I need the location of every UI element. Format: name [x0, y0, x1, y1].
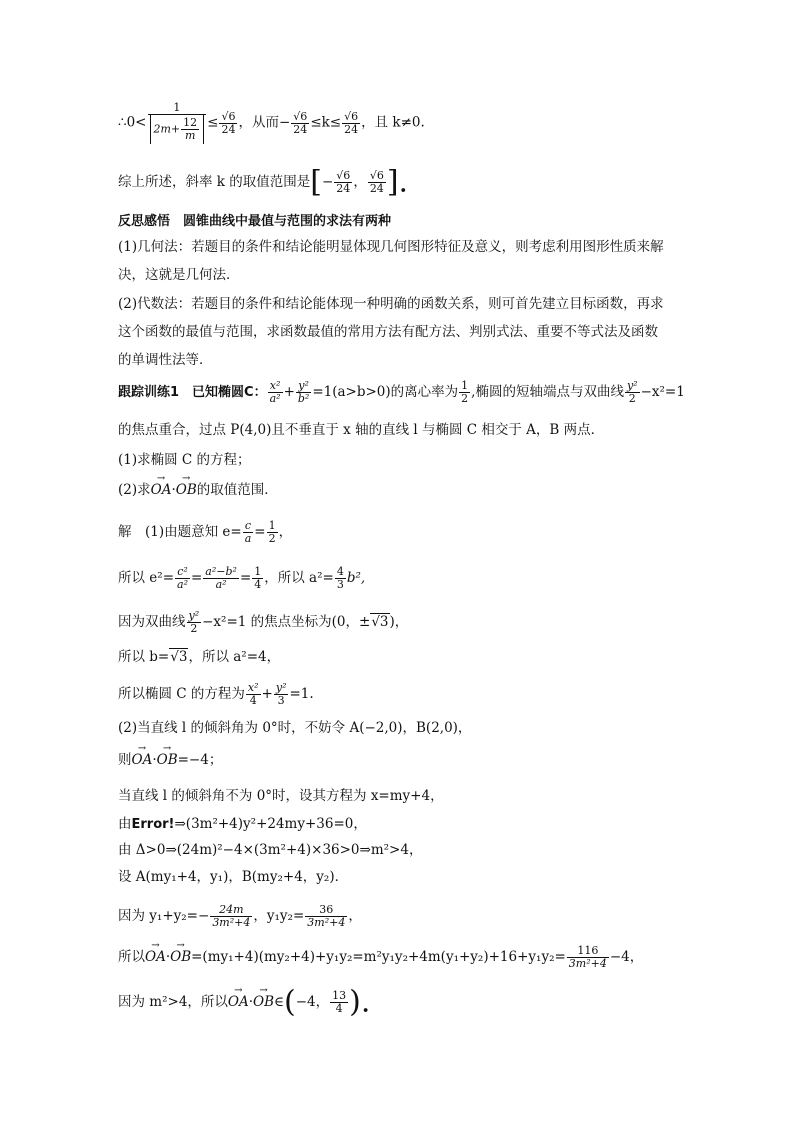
- text: ∈: [274, 994, 285, 1010]
- text: ·: [165, 949, 171, 965]
- denominator: 3m²+4: [307, 916, 346, 929]
- solution-line: [118, 647, 280, 667]
- denominator: 3: [336, 578, 344, 591]
- text: )，: [389, 614, 409, 630]
- text: ，: [348, 908, 362, 924]
- text: 因为 y₁+y₂=−: [118, 908, 210, 924]
- text: ·: [171, 482, 176, 498]
- denominator: 24: [344, 122, 359, 136]
- denominator: 3: [277, 694, 285, 707]
- denominator: 4: [335, 1002, 343, 1015]
- text: ，: [278, 524, 293, 540]
- text: ∴0<: [118, 114, 147, 131]
- text: 则: [118, 752, 132, 768]
- text: ，y₁y₂=: [253, 908, 305, 924]
- denominator: 2: [461, 392, 469, 405]
- text: −x²=1 的焦点坐标为(0，±: [202, 614, 371, 630]
- numerator: 13: [332, 989, 347, 1002]
- solution-line: [118, 566, 365, 591]
- question-1: (1)求椭圆 C 的方程；: [118, 452, 251, 468]
- denominator: 2: [190, 622, 198, 635]
- denominator: 24: [336, 182, 351, 195]
- text: 所以 e²=: [118, 570, 175, 586]
- bracket: ].: [386, 164, 409, 200]
- denominator: 2: [628, 392, 636, 405]
- vector-ob: → OB: [176, 480, 197, 500]
- text: ⇒(3m²+4)y²+24my+36=0，: [174, 816, 367, 832]
- fraction: [187, 610, 202, 635]
- fraction: [342, 111, 360, 136]
- numerator: c: [243, 520, 254, 533]
- text: −4，: [609, 949, 644, 965]
- fraction: [305, 904, 347, 929]
- text: 因为 m²>4，所以: [118, 994, 228, 1010]
- fraction: [334, 170, 352, 195]
- solution-line: [118, 750, 222, 770]
- fraction: [268, 380, 283, 405]
- paragraph-line: (1)几何法：若题目的条件和结论能明显体现几何图形特征及意义，则考虑利用图形性质来解: [118, 239, 664, 255]
- text: 所以椭圆 C 的方程为: [118, 686, 245, 702]
- numerator: y²: [626, 379, 638, 392]
- numerator: y²: [296, 380, 311, 393]
- fraction: [368, 170, 386, 195]
- fraction: [210, 904, 252, 929]
- text: (2)求: [118, 482, 151, 498]
- denominator: a²: [177, 578, 188, 591]
- text: =: [254, 524, 266, 540]
- denominator: 4: [249, 694, 257, 707]
- denominator: 24: [369, 182, 384, 195]
- vector-ob: → OB: [253, 992, 274, 1012]
- solution-line: 当直线 l 的倾斜角不为 0°时，设其方程为 x=my+4，: [118, 788, 444, 804]
- numerator: a²−b²: [205, 565, 237, 578]
- denominator: b²: [297, 392, 310, 405]
- fraction: [330, 990, 348, 1015]
- numerator: x²: [247, 681, 259, 694]
- text: 所以: [118, 949, 145, 965]
- solution-line: [118, 814, 367, 835]
- line-inequality: ∴0< 1 2m+ $\frac{12}{m}$ ≤ $\frac{√6}{24}$ ，从而− $\frac{√6}{24}$ ≤k≤ $\frac{√6}{24}$ ，且 k≠0.: [118, 101, 425, 142]
- denominator: 2: [268, 532, 276, 545]
- text: ·: [152, 752, 157, 768]
- vector-oa: → OA: [132, 750, 153, 770]
- error-text: Error!: [131, 817, 175, 832]
- fraction: [246, 682, 261, 707]
- text: ，: [353, 174, 367, 190]
- text: ·: [248, 994, 254, 1010]
- paragraph-line: 这个函数的最值与范围，求函数最值的常用方法有配方法、判别式法、重要不等式法及函数: [118, 324, 658, 340]
- fraction: [459, 380, 470, 405]
- text: 因为双曲线: [118, 614, 186, 630]
- text: +: [283, 384, 295, 400]
- text: =1.: [289, 686, 314, 702]
- numerator: √6: [221, 109, 236, 123]
- paragraph-line: 的单调性法等．: [118, 352, 213, 368]
- fraction: [243, 520, 254, 545]
- text: +: [261, 686, 273, 702]
- numerator: √6: [344, 109, 359, 123]
- numerator: 36: [305, 904, 347, 917]
- text: ，且 k≠0.: [361, 114, 425, 131]
- numerator: y²: [275, 681, 287, 694]
- fraction: [625, 380, 640, 405]
- numerator: y²: [188, 609, 200, 622]
- text: =: [190, 570, 203, 586]
- text: =(my₁+4)(my₂+4)+y₁y₂=m²y₁y₂+4m(y₁+y₂)+16+y₁y₂=: [191, 949, 566, 965]
- exercise-label: 跟踪训练1 已知椭圆C：: [118, 385, 267, 400]
- solution-line: [118, 904, 362, 929]
- paragraph-line: 决，这就是几何法．: [118, 267, 240, 283]
- fraction: [175, 566, 190, 591]
- numerator: 12: [183, 116, 198, 129]
- radical: √3: [371, 614, 389, 630]
- numerator: 24m: [210, 904, 252, 917]
- bracket: ).: [349, 984, 371, 1020]
- solution-line: [118, 682, 314, 707]
- solution-line: [118, 520, 292, 545]
- fraction: [181, 117, 199, 142]
- exercise-line: 的焦点重合，过点 P(4,0)且不垂直于 x 轴的直线 l 与椭圆 C 相交于 A，B 两点．: [118, 422, 605, 438]
- text: 综上所述，斜率 k 的取值范围是: [118, 174, 311, 190]
- numerator: 1: [268, 519, 276, 532]
- text: −x²=1: [640, 384, 685, 400]
- solution-line: 设 A(my₁+4，y₁)，B(my₂+4，y₂)．: [118, 869, 349, 885]
- text: =: [239, 570, 252, 586]
- fraction: [335, 566, 346, 591]
- vector-oa: → OA: [151, 480, 172, 500]
- abs-value: [150, 115, 205, 144]
- text: =1(a>b>0)的离心率为: [312, 384, 459, 400]
- numerator: 1: [254, 565, 262, 578]
- text: ，从而−: [238, 114, 291, 131]
- line-summary: [118, 164, 409, 200]
- denominator: a²: [269, 392, 281, 405]
- text: 解 (1)由题意知 e=: [118, 524, 242, 540]
- solution-line: [118, 984, 371, 1020]
- paragraph-line: (2)代数法：若题目的条件和结论能体现一种明确的函数关系，则可首先建立目标函数，再求: [118, 296, 664, 312]
- bracket: [: [310, 164, 322, 200]
- numerator: √6: [293, 109, 308, 123]
- fraction: [296, 380, 311, 405]
- exercise-line: [118, 380, 685, 405]
- fraction: [252, 566, 263, 591]
- text: ,椭圆的短轴端点与双曲线: [471, 384, 624, 400]
- solution-line: (2)当直线 l 的倾斜角为 0°时，不妨令 A(−2,0)，B(2,0)，: [118, 720, 472, 736]
- denominator: 24: [221, 122, 236, 136]
- denominator: [148, 115, 207, 144]
- text: ≤k≤: [310, 114, 342, 131]
- text: 由: [118, 816, 132, 832]
- solution-line: [118, 945, 643, 970]
- numerator: x²: [268, 380, 283, 393]
- vector-oa: → OA: [145, 947, 166, 967]
- vector-ob: → OB: [157, 750, 178, 770]
- text: −4，: [295, 994, 330, 1010]
- numerator: 4: [336, 565, 344, 578]
- text: 所以 b=: [118, 649, 170, 665]
- fraction: [219, 111, 237, 136]
- bracket: (: [284, 984, 296, 1020]
- numerator: 116: [567, 945, 609, 958]
- text: 2m+: [153, 122, 181, 136]
- denominator: a: [244, 532, 252, 545]
- fraction: [148, 102, 207, 144]
- denominator: 3m²+4: [212, 916, 251, 929]
- vector-ob: → OB: [170, 947, 191, 967]
- denominator: m: [184, 129, 196, 142]
- fraction: [567, 945, 609, 970]
- denominator: a²: [215, 578, 227, 591]
- reflection-heading: 反思感悟 圆锥曲线中最值与范围的求法有两种: [118, 214, 392, 229]
- question-2: [118, 480, 278, 500]
- text: −: [321, 174, 334, 190]
- solution-line: 由 Δ>0⇒(24m)²−4×(3m²+4)×36>0⇒m²>4，: [118, 842, 423, 858]
- denominator: 3m²+4: [568, 957, 607, 970]
- denominator: 24: [293, 122, 308, 136]
- denominator: 4: [254, 578, 262, 591]
- numerator: 1: [148, 102, 207, 115]
- numerator: √6: [369, 169, 384, 182]
- text: 的取值范围．: [196, 482, 278, 498]
- numerator: √6: [336, 169, 351, 182]
- solution-line: [118, 610, 408, 635]
- vector-oa: → OA: [228, 992, 249, 1012]
- text: ，所以 a²=: [264, 570, 334, 586]
- fraction: [291, 111, 309, 136]
- radical: √3: [170, 649, 188, 665]
- text: =−4；: [177, 752, 223, 768]
- fraction: [274, 682, 289, 707]
- fraction: [203, 566, 239, 591]
- text: ，所以 a²=4，: [188, 649, 281, 665]
- numerator: 1: [461, 379, 469, 392]
- fraction: [267, 520, 278, 545]
- text: b²,: [346, 570, 366, 586]
- numerator: c²: [175, 566, 190, 579]
